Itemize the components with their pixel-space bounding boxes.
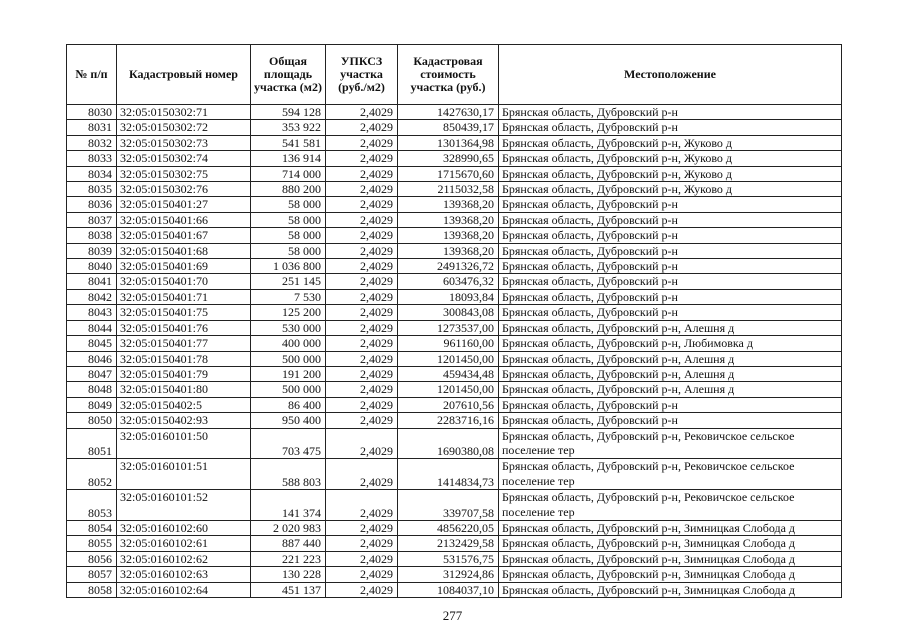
cell-upksz: 2,4029 <box>326 351 398 366</box>
cell-area: 130 228 <box>251 567 326 582</box>
cell-cadastral-cost: 1414834,73 <box>398 459 499 490</box>
cell-cadastral-cost: 139368,20 <box>398 197 499 212</box>
cell-cadastral-number: 32:05:0150401:70 <box>117 274 251 289</box>
cell-upksz: 2,4029 <box>326 536 398 551</box>
cell-location: Брянская область, Дубровский р-н, Рековичское сельское поселение тер <box>499 428 842 459</box>
cell-cadastral-cost: 1201450,00 <box>398 382 499 397</box>
table-row <box>67 197 842 212</box>
table-row <box>67 582 842 597</box>
table-row <box>67 274 842 289</box>
cell-area: 2 020 983 <box>251 520 326 535</box>
page-number: 277 <box>442 608 463 623</box>
cell-upksz: 2,4029 <box>326 490 398 521</box>
table-row <box>67 428 842 459</box>
cell-area: 221 223 <box>251 551 326 566</box>
cadastral-table <box>66 44 842 598</box>
cell-cadastral-number: 32:05:0150302:74 <box>117 151 251 166</box>
table-row <box>67 151 842 166</box>
cell-upksz: 2,4029 <box>326 151 398 166</box>
cell-upksz: 2,4029 <box>326 567 398 582</box>
cell-location: Брянская область, Дубровский р-н <box>499 212 842 227</box>
cell-area: 141 374 <box>251 490 326 521</box>
cell-cadastral-number: 32:05:0160101:50 <box>117 428 251 459</box>
cell-cadastral-cost: 2491326,72 <box>398 259 499 274</box>
cell-number: 8030 <box>67 105 117 120</box>
cell-number: 8048 <box>67 382 117 397</box>
cell-area: 58 000 <box>251 243 326 258</box>
cell-cadastral-number: 32:05:0160102:60 <box>117 520 251 535</box>
header-upksz: УПКСЗ участка (руб./м2) <box>326 45 398 105</box>
table-row <box>67 413 842 428</box>
cell-cadastral-number: 32:05:0150401:67 <box>117 228 251 243</box>
cell-cadastral-number: 32:05:0150401:27 <box>117 197 251 212</box>
cell-area: 7 530 <box>251 289 326 304</box>
cell-upksz: 2,4029 <box>326 182 398 197</box>
cell-location: Брянская область, Дубровский р-н, Зимницкая Слобода д <box>499 520 842 535</box>
cell-number: 8053 <box>67 490 117 521</box>
cell-area: 125 200 <box>251 305 326 320</box>
table-row <box>67 228 842 243</box>
cell-number: 8034 <box>67 166 117 181</box>
cell-number: 8033 <box>67 151 117 166</box>
cell-location: Брянская область, Дубровский р-н <box>499 305 842 320</box>
cell-cadastral-number: 32:05:0150402:93 <box>117 413 251 428</box>
cell-number: 8040 <box>67 259 117 274</box>
cell-upksz: 2,4029 <box>326 459 398 490</box>
cell-cadastral-cost: 1301364,98 <box>398 135 499 150</box>
cell-number: 8050 <box>67 413 117 428</box>
cell-cadastral-cost: 961160,00 <box>398 336 499 351</box>
cell-upksz: 2,4029 <box>326 135 398 150</box>
cell-cadastral-number: 32:05:0150302:76 <box>117 182 251 197</box>
cell-upksz: 2,4029 <box>326 413 398 428</box>
cell-cadastral-cost: 531576,75 <box>398 551 499 566</box>
cell-cadastral-number: 32:05:0160102:62 <box>117 551 251 566</box>
cell-number: 8045 <box>67 336 117 351</box>
cell-cadastral-number: 32:05:0150402:5 <box>117 397 251 412</box>
cell-cadastral-number: 32:05:0160101:51 <box>117 459 251 490</box>
cell-location: Брянская область, Дубровский р-н, Алешня д <box>499 366 842 381</box>
cell-cadastral-number: 32:05:0150401:68 <box>117 243 251 258</box>
cell-location: Брянская область, Дубровский р-н, Любимовка д <box>499 336 842 351</box>
cell-area: 500 000 <box>251 382 326 397</box>
cell-cadastral-cost: 1690380,08 <box>398 428 499 459</box>
cell-location: Брянская область, Дубровский р-н <box>499 413 842 428</box>
cell-location: Брянская область, Дубровский р-н, Алешня д <box>499 320 842 335</box>
cell-cadastral-cost: 850439,17 <box>398 120 499 135</box>
cell-cadastral-cost: 1273537,00 <box>398 320 499 335</box>
cell-cadastral-cost: 2283716,16 <box>398 413 499 428</box>
table-row <box>67 397 842 412</box>
cell-location: Брянская область, Дубровский р-н <box>499 259 842 274</box>
cell-upksz: 2,4029 <box>326 305 398 320</box>
cell-number: 8058 <box>67 582 117 597</box>
cell-number: 8031 <box>67 120 117 135</box>
cell-number: 8052 <box>67 459 117 490</box>
cell-upksz: 2,4029 <box>326 382 398 397</box>
cell-upksz: 2,4029 <box>326 212 398 227</box>
cell-cadastral-number: 32:05:0160102:61 <box>117 536 251 551</box>
cell-area: 541 581 <box>251 135 326 150</box>
table-row <box>67 320 842 335</box>
cell-location: Брянская область, Дубровский р-н, Рековичское сельское поселение тер <box>499 459 842 490</box>
cell-number: 8036 <box>67 197 117 212</box>
cell-cadastral-cost: 1084037,10 <box>398 582 499 597</box>
table-row <box>67 567 842 582</box>
cell-location: Брянская область, Дубровский р-н, Жуково д <box>499 182 842 197</box>
cell-location: Брянская область, Дубровский р-н <box>499 289 842 304</box>
cell-location: Брянская область, Дубровский р-н <box>499 243 842 258</box>
cell-upksz: 2,4029 <box>326 289 398 304</box>
cell-cadastral-cost: 339707,58 <box>398 490 499 521</box>
cell-number: 8051 <box>67 428 117 459</box>
cell-cadastral-cost: 312924,86 <box>398 567 499 582</box>
cell-cadastral-number: 32:05:0150401:77 <box>117 336 251 351</box>
cell-cadastral-number: 32:05:0150401:80 <box>117 382 251 397</box>
cell-cadastral-cost: 139368,20 <box>398 243 499 258</box>
cell-area: 880 200 <box>251 182 326 197</box>
cell-location: Брянская область, Дубровский р-н, Жуково д <box>499 166 842 181</box>
cell-upksz: 2,4029 <box>326 105 398 120</box>
cell-cadastral-number: 32:05:0150401:66 <box>117 212 251 227</box>
cell-area: 58 000 <box>251 228 326 243</box>
table-row <box>67 182 842 197</box>
table-row <box>67 305 842 320</box>
cell-number: 8057 <box>67 567 117 582</box>
cell-cadastral-number: 32:05:0150302:71 <box>117 105 251 120</box>
cell-area: 887 440 <box>251 536 326 551</box>
table-row <box>67 490 842 521</box>
cell-number: 8049 <box>67 397 117 412</box>
table-row <box>67 382 842 397</box>
cell-upksz: 2,4029 <box>326 397 398 412</box>
table-row <box>67 243 842 258</box>
table-row <box>67 536 842 551</box>
cell-location: Брянская область, Дубровский р-н <box>499 228 842 243</box>
table-row <box>67 259 842 274</box>
cell-area: 136 914 <box>251 151 326 166</box>
cell-area: 703 475 <box>251 428 326 459</box>
cell-location: Брянская область, Дубровский р-н, Зимницкая Слобода д <box>499 536 842 551</box>
cell-number: 8054 <box>67 520 117 535</box>
cell-upksz: 2,4029 <box>326 336 398 351</box>
cell-cadastral-cost: 139368,20 <box>398 228 499 243</box>
cell-cadastral-cost: 2132429,58 <box>398 536 499 551</box>
table-row <box>67 336 842 351</box>
cell-cadastral-number: 32:05:0160101:52 <box>117 490 251 521</box>
cell-upksz: 2,4029 <box>326 243 398 258</box>
cell-area: 950 400 <box>251 413 326 428</box>
cell-cadastral-cost: 139368,20 <box>398 212 499 227</box>
cell-area: 530 000 <box>251 320 326 335</box>
table-row <box>67 459 842 490</box>
cell-upksz: 2,4029 <box>326 197 398 212</box>
cell-number: 8042 <box>67 289 117 304</box>
cell-cadastral-number: 32:05:0150401:69 <box>117 259 251 274</box>
table-row <box>67 289 842 304</box>
cell-cadastral-cost: 18093,84 <box>398 289 499 304</box>
cell-number: 8035 <box>67 182 117 197</box>
cell-number: 8039 <box>67 243 117 258</box>
cell-cadastral-number: 32:05:0150302:72 <box>117 120 251 135</box>
cell-cadastral-number: 32:05:0150302:75 <box>117 166 251 181</box>
cell-area: 451 137 <box>251 582 326 597</box>
table-row <box>67 551 842 566</box>
cell-area: 594 128 <box>251 105 326 120</box>
cell-location: Брянская область, Дубровский р-н, Алешня д <box>499 382 842 397</box>
cell-upksz: 2,4029 <box>326 582 398 597</box>
cell-cadastral-number: 32:05:0150401:75 <box>117 305 251 320</box>
cell-location: Брянская область, Дубровский р-н, Жуково д <box>499 151 842 166</box>
table-row <box>67 135 842 150</box>
cell-area: 400 000 <box>251 336 326 351</box>
table-row <box>67 351 842 366</box>
cell-upksz: 2,4029 <box>326 228 398 243</box>
cell-cadastral-cost: 4856220,05 <box>398 520 499 535</box>
cell-location: Брянская область, Дубровский р-н, Зимницкая Слобода д <box>499 551 842 566</box>
cell-number: 8055 <box>67 536 117 551</box>
cell-location: Брянская область, Дубровский р-н <box>499 105 842 120</box>
cell-location: Брянская область, Дубровский р-н <box>499 397 842 412</box>
cell-area: 58 000 <box>251 212 326 227</box>
cell-upksz: 2,4029 <box>326 274 398 289</box>
cell-number: 8044 <box>67 320 117 335</box>
cell-cadastral-number: 32:05:0150401:79 <box>117 366 251 381</box>
cell-location: Брянская область, Дубровский р-н, Зимницкая Слобода д <box>499 582 842 597</box>
cell-location: Брянская область, Дубровский р-н <box>499 197 842 212</box>
cell-cadastral-number: 32:05:0160102:63 <box>117 567 251 582</box>
cell-upksz: 2,4029 <box>326 428 398 459</box>
cell-upksz: 2,4029 <box>326 259 398 274</box>
cell-cadastral-number: 32:05:0150302:73 <box>117 135 251 150</box>
cell-location: Брянская область, Дубровский р-н <box>499 274 842 289</box>
cell-number: 8032 <box>67 135 117 150</box>
cell-cadastral-number: 32:05:0150401:71 <box>117 289 251 304</box>
header-cadastral-number: Кадастровый номер <box>117 45 251 105</box>
header-cadastral-cost: Кадастровая стоимость участка (руб.) <box>398 45 499 105</box>
cell-area: 1 036 800 <box>251 259 326 274</box>
table-row <box>67 105 842 120</box>
cell-location: Брянская область, Дубровский р-н, Рековичское сельское поселение тер <box>499 490 842 521</box>
cell-area: 86 400 <box>251 397 326 412</box>
cell-cadastral-cost: 603476,32 <box>398 274 499 289</box>
cell-cadastral-cost: 300843,08 <box>398 305 499 320</box>
table-header <box>67 45 842 105</box>
cell-cadastral-number: 32:05:0150401:78 <box>117 351 251 366</box>
cell-upksz: 2,4029 <box>326 320 398 335</box>
cell-number: 8037 <box>67 212 117 227</box>
cell-area: 500 000 <box>251 351 326 366</box>
cell-number: 8056 <box>67 551 117 566</box>
cell-cadastral-cost: 328990,65 <box>398 151 499 166</box>
cell-area: 251 145 <box>251 274 326 289</box>
cell-upksz: 2,4029 <box>326 366 398 381</box>
cell-number: 8043 <box>67 305 117 320</box>
cell-cadastral-cost: 2115032,58 <box>398 182 499 197</box>
header-number: № п/п <box>67 45 117 105</box>
cell-cadastral-cost: 459434,48 <box>398 366 499 381</box>
cell-cadastral-number: 32:05:0150401:76 <box>117 320 251 335</box>
cell-cadastral-cost: 1201450,00 <box>398 351 499 366</box>
cell-location: Брянская область, Дубровский р-н, Алешня д <box>499 351 842 366</box>
cell-upksz: 2,4029 <box>326 120 398 135</box>
table-row <box>67 120 842 135</box>
cell-area: 58 000 <box>251 197 326 212</box>
cell-upksz: 2,4029 <box>326 551 398 566</box>
header-area: Общая площадь участка (м2) <box>251 45 326 105</box>
header-location: Местоположение <box>499 45 842 105</box>
cell-number: 8046 <box>67 351 117 366</box>
cell-location: Брянская область, Дубровский р-н <box>499 120 842 135</box>
cell-upksz: 2,4029 <box>326 166 398 181</box>
cell-area: 191 200 <box>251 366 326 381</box>
cell-cadastral-cost: 1427630,17 <box>398 105 499 120</box>
table-row <box>67 212 842 227</box>
cell-area: 588 803 <box>251 459 326 490</box>
cell-location: Брянская область, Дубровский р-н, Зимницкая Слобода д <box>499 567 842 582</box>
table-body <box>67 105 842 598</box>
cell-cadastral-number: 32:05:0160102:64 <box>117 582 251 597</box>
cell-area: 714 000 <box>251 166 326 181</box>
table-row <box>67 366 842 381</box>
table-row <box>67 520 842 535</box>
table-row <box>67 166 842 181</box>
cell-number: 8041 <box>67 274 117 289</box>
cell-number: 8047 <box>67 366 117 381</box>
cell-area: 353 922 <box>251 120 326 135</box>
cell-number: 8038 <box>67 228 117 243</box>
cell-cadastral-cost: 1715670,60 <box>398 166 499 181</box>
cell-cadastral-cost: 207610,56 <box>398 397 499 412</box>
cell-upksz: 2,4029 <box>326 520 398 535</box>
cell-location: Брянская область, Дубровский р-н, Жуково д <box>499 135 842 150</box>
